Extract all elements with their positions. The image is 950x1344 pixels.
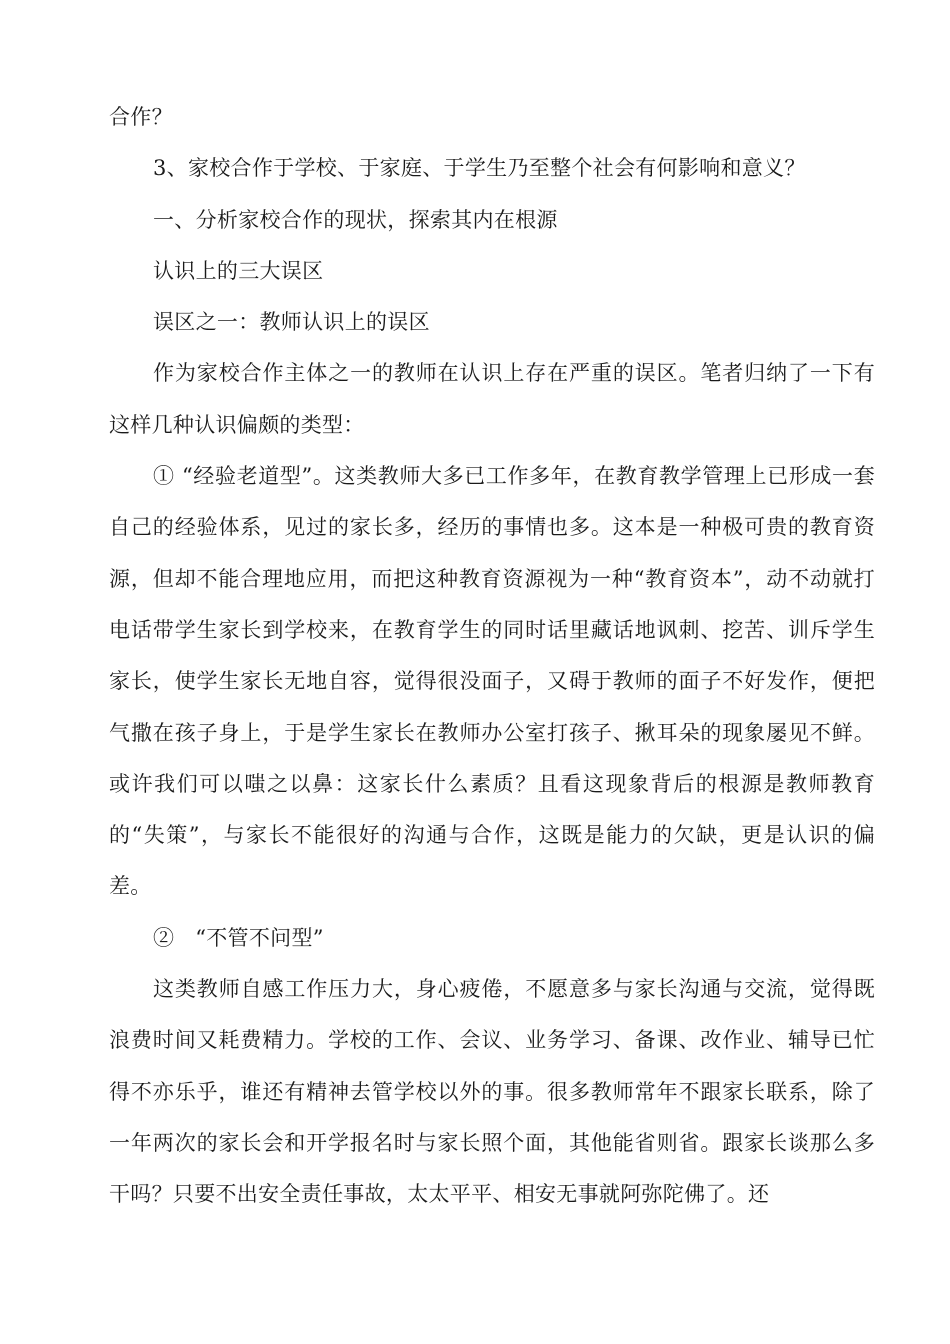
paragraph-experienced-type: ① “经验老道型”。这类教师大多已工作多年，在教育教学管理上已形成一套自己的经验体系，见过的家长多，经历的事情也多。这本是一种极可贵的教育资源，但却不能合理地应用，而把这种教育资源视为一种“教育资本”，动不动就打电话带学生家长到学校来，在教育学生的同时话里藏话地讽刺、挖苦、训斥学生家长，使学生家长无地自容，觉得很没面子，又碍于教师的面子不好发作，便把气撒在孩子身上，于是学生家长在教师办公室打孩子、揪耳朵的现象屡见不鲜。或许我们可以嗤之以鼻：这家长什么素质？且看这现象背后的根源是教师教育的“失策”，与家长不能很好的沟通与合作，这既是能力的欠缺，更是认识的偏差。 — [109, 464, 875, 899]
document-body — [109, 92, 875, 1221]
question-3: 3、家校合作于学校、于家庭、于学生乃至整个社会有何影响和意义？ — [153, 156, 806, 181]
paragraph-indifferent-type: 这类教师自感工作压力大，身心疲倦，不愿意多与家长沟通与交流，觉得既浪费时间又耗费精力。学校的工作、会议、业务学习、备课、改作业、辅导已忙得不亦乐乎，谁还有精神去管学校以外的事。很多教师常年不跟家长联系，除了一年两次的家长会和开学报名时与家长照个面，其他能省则省。跟家长谈那么多干吗？只要不出安全责任事故，太太平平、相安无事就阿弥陀佛了。还 — [109, 977, 875, 1207]
section-heading-1: 一、分析家校合作的现状，探索其内在根源 — [153, 207, 558, 232]
misconception-heading-1: 误区之一：教师认识上的误区 — [153, 310, 430, 335]
paragraph-continuation: 合作？ — [109, 105, 173, 129]
subsection-heading: 认识上的三大误区 — [153, 258, 324, 283]
type-heading-2: ② “不管不问型” — [153, 925, 324, 950]
paragraph-intro: 作为家校合作主体之一的教师在认识上存在严重的误区。笔者归纳了一下有这样几种认识偏颇的类型： — [109, 361, 875, 437]
